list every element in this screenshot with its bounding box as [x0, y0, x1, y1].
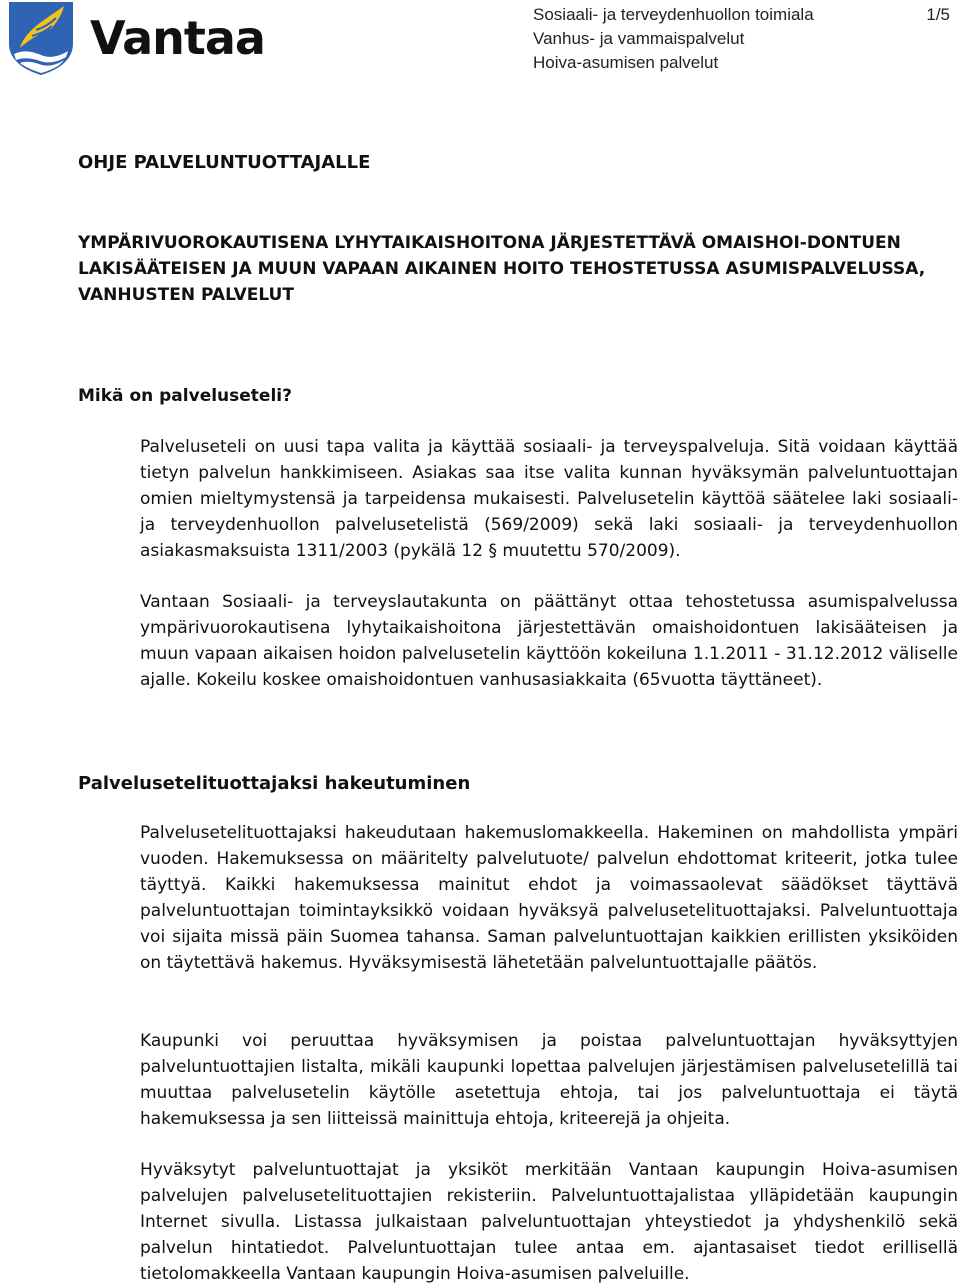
org-line-services: Vanhus- ja vammaispalvelut — [533, 29, 745, 48]
paragraph-trial-period: Vantaan Sosiaali- ja terveyslautakunta on päättänyt ottaa tehostetussa asumispalvelussa ympärivuorokautisena lyhytaikaishoitona järjestettävän omaishoidontuen lakisääteisen ja muun vapaan aikaisen hoidon palvelusetelin käyttöön kokeiluna 1.1.2011 - 31.12.2012 väliselle ajalle. Kokeilu koskee omaishoidontuen vanhusasiakkaita (65vuotta täyttäneet). — [140, 592, 958, 690]
vantaa-shield-icon — [6, 0, 76, 76]
paragraph-register: Hyväksytyt palveluntuottajat ja yksiköt merkitään Vantaan kaupungin Hoiva-asumisen palvelujen palvelusetelituottajien rekisteriin. Palveluntuottajalistaa ylläpidetään kaupungin Internet sivulla. Listassa julkaistaan palveluntuottajan yhteystiedot ja yhdyshenkilö sekä palvelun hintatiedot. Palveluntuottajan tulee antaa em. ajantasaiset tiedot erillisellä tietolomakkeella Vantaan kaupungin Hoiva-asumisen palveluille. — [140, 1160, 958, 1284]
section-heading-hakeutuminen: Palvelusetelituottajaksi hakeutuminen — [78, 773, 471, 794]
paragraph-palveluseteli-intro: Palveluseteli on uusi tapa valita ja käyttää sosiaali- ja terveyspalveluja. Sitä voidaan käyttää tietyn palvelun hankkimiseen. Asiakas saa itse valita kunnan hyväksymän palveluntuottajan omien mieltymystensä ja tarpeidensa mukaisesti. Palvelusetelin käyttöä säätelee laki sosiaali- ja terveydenhuollon palvelusetelistä (569/2009) sekä laki sosiaali- ja terveydenhuollon asiakasmaksuista 1311/2003 (pykälä 12 § muutettu 570/2009). — [140, 437, 958, 561]
org-line-division: Sosiaali- ja terveydenhuollon toimiala — [533, 5, 814, 24]
brand-name: Vantaa — [90, 11, 265, 65]
paragraph-application: Palvelusetelituottajaksi hakeudutaan hakemuslomakkeella. Hakeminen on mahdollista ympäri vuoden. Hakemuksessa on määritelty palvelutuote/ palvelun ehdottomat kriteerit, jotka tulee täyttyä. Kaikki hakemuksessa mainitut ehdot ja voimassaolevat säädökset täyttävä palveluntuottajan toimintayksikkö voidaan hyväksyä palvelusetelituottajaksi. Palveluntuottaja voi sijaita missä päin Suomea tahansa. Saman palveluntuottajan kaikkien erillisten yksiköiden on täytettävä hakemus. Hyväksymisestä lähetetään palveluntuottajalle päätös. — [140, 823, 958, 973]
section-heading-palveluseteli: Mikä on palveluseteli? — [78, 386, 292, 406]
organization-block — [533, 3, 953, 75]
vantaa-logo — [6, 0, 266, 76]
org-line-unit: Hoiva-asumisen palvelut — [533, 53, 719, 72]
document-title: OHJE PALVELUNTUOTTAJALLE — [78, 152, 371, 173]
document-subtitle: YMPÄRIVUOROKAUTISENA LYHYTAIKAISHOITONA JÄRJESTETTÄVÄ OMAISHOI-DONTUEN LAKISÄÄTEISEN JA MUUN VAPAAN AIKAINEN HOITO TEHOSTETUSSA ASUMISPALVELUSSA, VANHUSTEN PALVELUT — [78, 233, 926, 305]
paragraph-revocation: Kaupunki voi peruuttaa hyväksymisen ja poistaa palveluntuottajan hyväksyttyjen palveluntuottajien listalta, mikäli kaupunki lopettaa palvelujen järjestämisen palvelusetelillä tai muuttaa palvelusetelin käytölle asetettuja ehtoja, tai jos palveluntuottaja ei täytä hakemuksessa ja sen liitteissä mainittuja ehtoja, kriteerejä ja ohjeita. — [140, 1031, 958, 1129]
page-number: 1/5 — [926, 5, 950, 24]
